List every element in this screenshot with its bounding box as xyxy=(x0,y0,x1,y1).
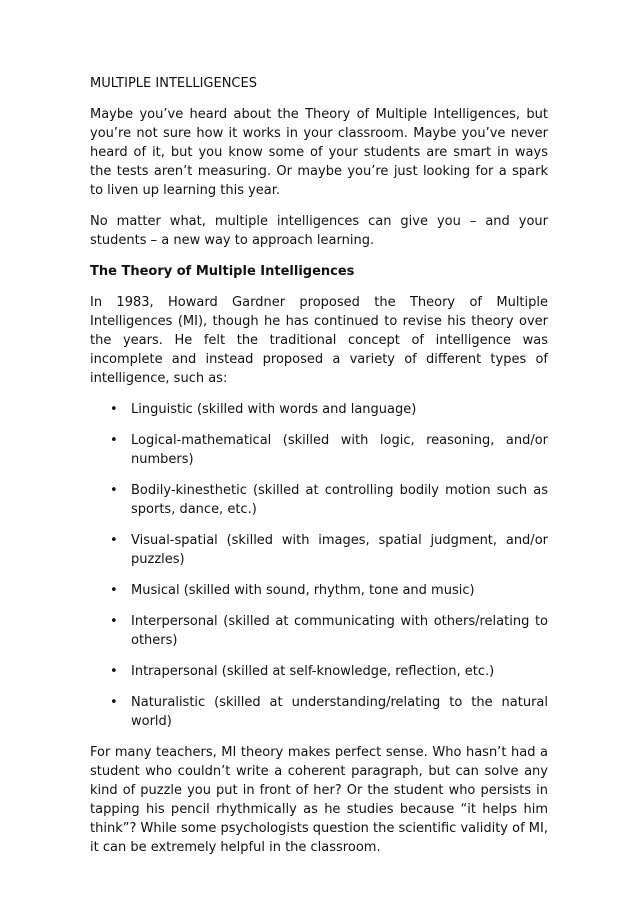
section-paragraph: In 1983, Howard Gardner proposed the Theory of Multiple Intelligences (MI), though he has continued to revise his theory over the years. He felt the traditional concept of intelligence was incomplete and instead proposed a variety of different types of intelligence, such as: xyxy=(90,295,548,386)
document-title: MULTIPLE INTELLIGENCES xyxy=(90,76,257,91)
list-item xyxy=(90,693,548,731)
intelligence-list xyxy=(90,400,548,731)
intro-paragraph-1: Maybe you’ve heard about the Theory of Multiple Intelligences, but you’re not sure how it works in your classroom. Maybe you’ve never heard of it, but you know some of your students are smart in ways the tests aren’t measuring. Or maybe you’re just looking for a spark to liven up learning this year. xyxy=(90,107,548,198)
list-item xyxy=(90,531,548,569)
document-body xyxy=(90,74,548,869)
bullet-icon: • xyxy=(110,402,118,417)
bullet-icon: • xyxy=(110,614,118,629)
list-item-text: Naturalistic (skilled at understanding/relating to the natural world) xyxy=(131,695,548,729)
list-item xyxy=(90,581,548,600)
intro-paragraph-2: No matter what, multiple intelligences can give you – and your students – a new way to approach learning. xyxy=(90,214,548,248)
list-item-text: Musical (skilled with sound, rhythm, tone and music) xyxy=(131,583,475,598)
bullet-icon: • xyxy=(110,664,118,679)
list-item-text: Bodily-kinesthetic (skilled at controlling bodily motion such as sports, dance, etc.) xyxy=(131,483,548,517)
section-heading: The Theory of Multiple Intelligences xyxy=(90,264,355,279)
list-item xyxy=(90,400,548,419)
closing-paragraph: For many teachers, MI theory makes perfect sense. Who hasn’t had a student who couldn’t write a coherent paragraph, but can solve any kind of puzzle you put in front of her? Or the student who persists in tapping his pencil rhythmically as he studies because “it helps him think”? While some psychologists question the scientific validity of MI, it can be extremely helpful in the classroom. xyxy=(90,745,548,855)
list-item-text: Logical-mathematical (skilled with logic, reasoning, and/or numbers) xyxy=(131,433,548,467)
list-item xyxy=(90,431,548,469)
bullet-icon: • xyxy=(110,695,118,710)
bullet-icon: • xyxy=(110,433,118,448)
bullet-icon: • xyxy=(110,533,118,548)
list-item-text: Interpersonal (skilled at communicating with others/relating to others) xyxy=(131,614,548,648)
list-item xyxy=(90,612,548,650)
list-item xyxy=(90,662,548,681)
bullet-icon: • xyxy=(110,583,118,598)
bullet-icon: • xyxy=(110,483,118,498)
list-item-text: Visual-spatial (skilled with images, spatial judgment, and/or puzzles) xyxy=(131,533,548,567)
list-item-text: Intrapersonal (skilled at self-knowledge, reflection, etc.) xyxy=(131,664,495,679)
list-item-text: Linguistic (skilled with words and language) xyxy=(131,402,417,417)
list-item xyxy=(90,481,548,519)
